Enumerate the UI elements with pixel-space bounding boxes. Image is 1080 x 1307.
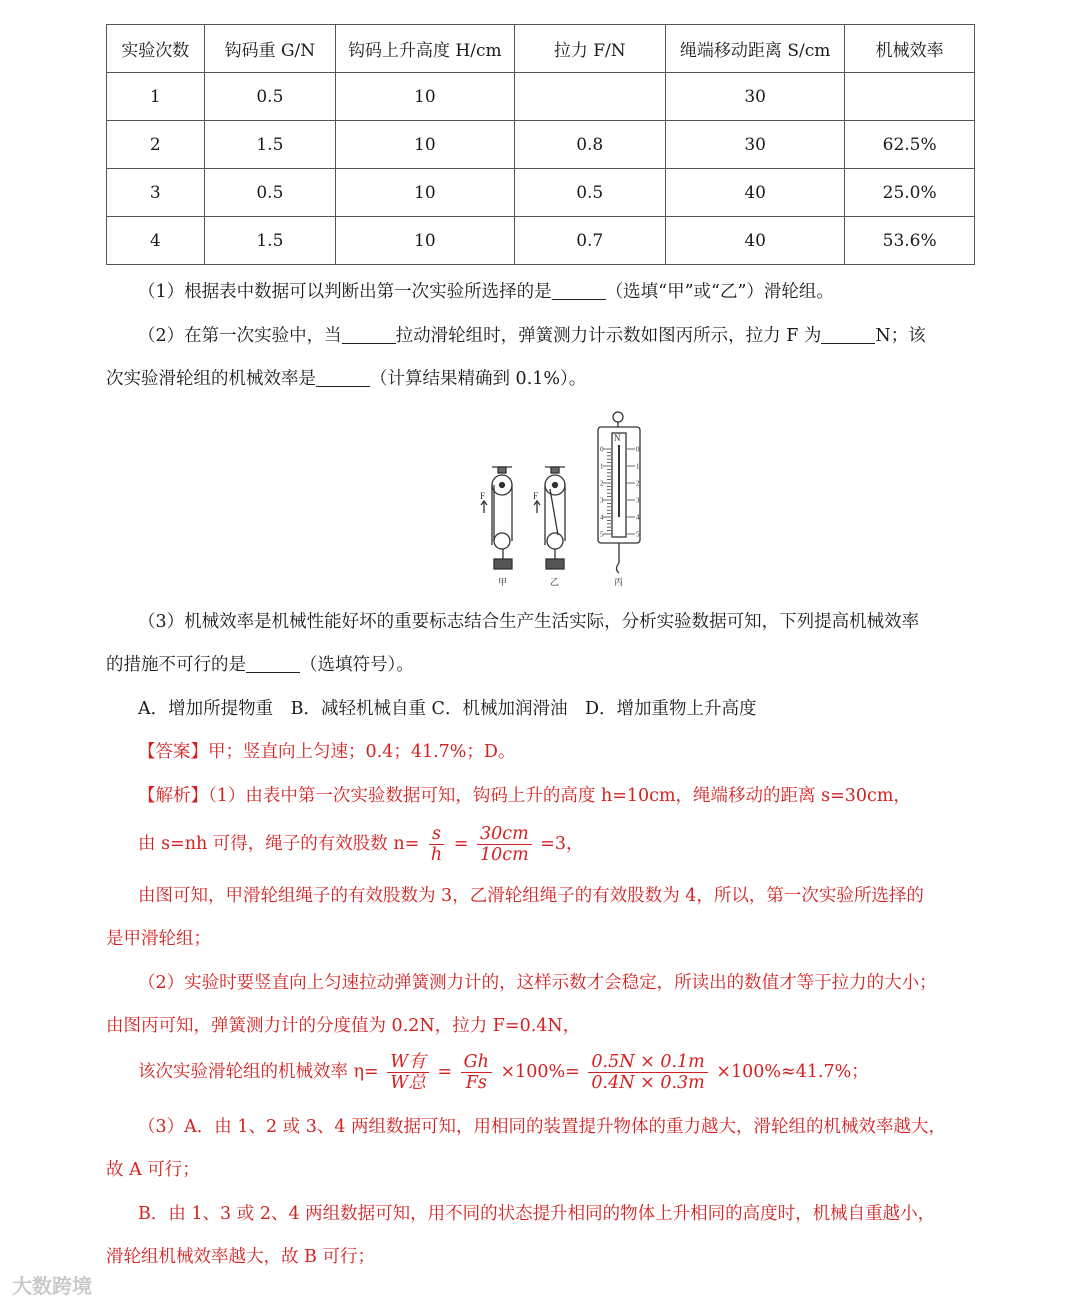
scale-tick-label: 3: [600, 496, 604, 505]
table-cell: 3: [107, 169, 205, 217]
question-3-options: A．增加所提物重 B．减轻机械自重 C．机械加润滑油 D．增加重物上升高度: [138, 699, 757, 719]
analysis-line-4: 是甲滑轮组；: [106, 929, 211, 949]
analysis-line-9: 故 A 可行；: [106, 1160, 200, 1180]
answer-blank: [821, 325, 875, 344]
fraction: $\frac{s}{h}$: [430, 824, 443, 865]
table-header: 钩码重 G/N: [204, 25, 336, 73]
table-cell: 1.5: [204, 217, 336, 265]
table-header: 拉力 F/N: [514, 25, 665, 73]
table-cell: 25.0%: [845, 169, 975, 217]
scale-tick-label: 4: [636, 513, 640, 522]
table-cell: 0.7: [514, 217, 665, 265]
scale-tick-label: 2: [600, 479, 604, 488]
question-3-continued: 的措施不可行的是 （选填符号）。: [106, 655, 414, 675]
scale-tick-label: 1: [636, 462, 640, 471]
table-cell: 30: [665, 121, 844, 169]
answer-blank: [552, 281, 606, 300]
scale-tick-label: 4: [600, 513, 604, 522]
table-cell: 1.5: [204, 121, 336, 169]
table-cell: [514, 73, 665, 121]
analysis-label: 【解析】: [138, 786, 208, 806]
analysis-line-10: B．由 1、3 或 2、4 两组数据可知，用不同的状态提升相同的物体上升相同的高度时，机械自重越小，: [138, 1204, 936, 1224]
watermark: 大数跨境: [12, 1274, 92, 1298]
answer-line: [138, 740, 515, 764]
analysis-line-2: 由 s=nh 可得，绳子的有效股数 n= $\frac{s}{h}$ = $\frac{30cm}{10cm}$ =3，: [138, 824, 584, 865]
answer-blank: [316, 368, 370, 387]
table-cell: [845, 73, 975, 121]
analysis-line-3: 由图可知，甲滑轮组绳子的有效股数为 3，乙滑轮组绳子的有效股数为 4，所以，第一次实验所选择的: [138, 886, 924, 906]
table-row: [107, 73, 975, 121]
table-cell: 0.8: [514, 121, 665, 169]
force-label: F: [480, 491, 486, 501]
scale-tick-label: 2: [636, 479, 640, 488]
label-bing: 丙: [614, 577, 624, 587]
table-header: 绳端移动距离 S/cm: [665, 25, 844, 73]
scale-tick-label: 0: [600, 445, 604, 454]
scale-unit-label: N: [614, 433, 621, 443]
question-3: （3）机械效率是机械性能好坏的重要标志结合生产生活实际，分析实验数据可知，下列提高机械效率: [138, 612, 920, 632]
table-cell: 0.5: [514, 169, 665, 217]
table-row: [107, 121, 975, 169]
fraction: $\frac{\text{W有}}{\text{W总}}$: [387, 1052, 429, 1093]
analysis-line-5: （2）实验时要竖直向上匀速拉动弹簧测力计的，这样示数才会稳定，所读出的数值才等于拉力的大小；: [138, 973, 937, 993]
table-cell: 0.5: [204, 169, 336, 217]
analysis-line-8: （3）A．由 1、2 或 3、4 两组数据可知，用相同的装置提升物体的重力越大，滑轮组的机械效率越大，: [138, 1117, 947, 1137]
table-cell: 10: [336, 121, 514, 169]
table-row: [107, 217, 975, 265]
force-label: F: [533, 491, 539, 501]
table-header-row: [107, 25, 975, 73]
table-cell: 1: [107, 73, 205, 121]
analysis-line-11: 滑轮组机械效率越大，故 B 可行；: [106, 1247, 375, 1267]
label-yi: 乙: [550, 577, 560, 587]
table-cell: 40: [665, 217, 844, 265]
fraction: $\frac{30cm}{10cm}$: [477, 824, 532, 865]
data-table: [106, 24, 975, 265]
scale-tick-label: 1: [600, 462, 604, 471]
table-header: 钩码上升高度 H/cm: [336, 25, 514, 73]
scale-tick-label: 5: [636, 530, 640, 539]
scale-tick-label: 3: [636, 496, 640, 505]
question-2-continued: 次实验滑轮组的机械效率是 （计算结果精确到 0.1%）。: [106, 369, 587, 389]
table-cell: 0.5: [204, 73, 336, 121]
fraction: $\frac{Gh}{Fs}$: [461, 1052, 492, 1093]
table-cell: 4: [107, 217, 205, 265]
table-cell: 10: [336, 217, 514, 265]
label-jia: 甲: [498, 577, 508, 587]
scale-tick-label: 0: [636, 445, 640, 454]
question-1: （1）根据表中数据可以判断出第一次实验所选择的是 （选填“甲”或“乙”）滑轮组。: [138, 282, 834, 302]
question-2: （2）在第一次实验中，当 拉动滑轮组时，弹簧测力计示数如图丙所示，拉力 F 为 N；该: [138, 326, 926, 346]
answer-blank: [246, 654, 300, 673]
table-cell: 40: [665, 169, 844, 217]
analysis-line-6: 由图丙可知，弹簧测力计的分度值为 0.2N，拉力 F=0.4N，: [106, 1016, 581, 1036]
analysis-line-7: 该次实验滑轮组的机械效率 η= $\frac{\text{W有}}{\text{W总}}$ = $\frac{Gh}{Fs}$ ×100%= $\frac{0.5N \times 0.1m}{0.4N \times 0.3m}$ ×100%≈41.7%；: [138, 1052, 869, 1093]
answer-label: 【答案】: [138, 742, 208, 762]
table-header: 机械效率: [845, 25, 975, 73]
table-cell: 2: [107, 121, 205, 169]
fraction: $\frac{0.5N \times 0.1m}{0.4N \times 0.3m}$: [588, 1052, 707, 1093]
table-cell: 30: [665, 73, 844, 121]
table-cell: 10: [336, 73, 514, 121]
pulley-figure: [470, 405, 680, 590]
answer-text: 甲；竖直向上匀速；0.4；41.7%；D。: [208, 742, 516, 762]
table-cell: 62.5%: [845, 121, 975, 169]
scale-tick-label: 5: [600, 530, 604, 539]
analysis-line-1: 【解析】（1）由表中第一次实验数据可知，钩码上升的高度 h=10cm，绳端移动的距离 s=30cm，: [138, 786, 911, 806]
table-cell: 53.6%: [845, 217, 975, 265]
table-header: 实验次数: [107, 25, 205, 73]
table-row: [107, 169, 975, 217]
table-cell: 10: [336, 169, 514, 217]
answer-blank: [342, 325, 396, 344]
